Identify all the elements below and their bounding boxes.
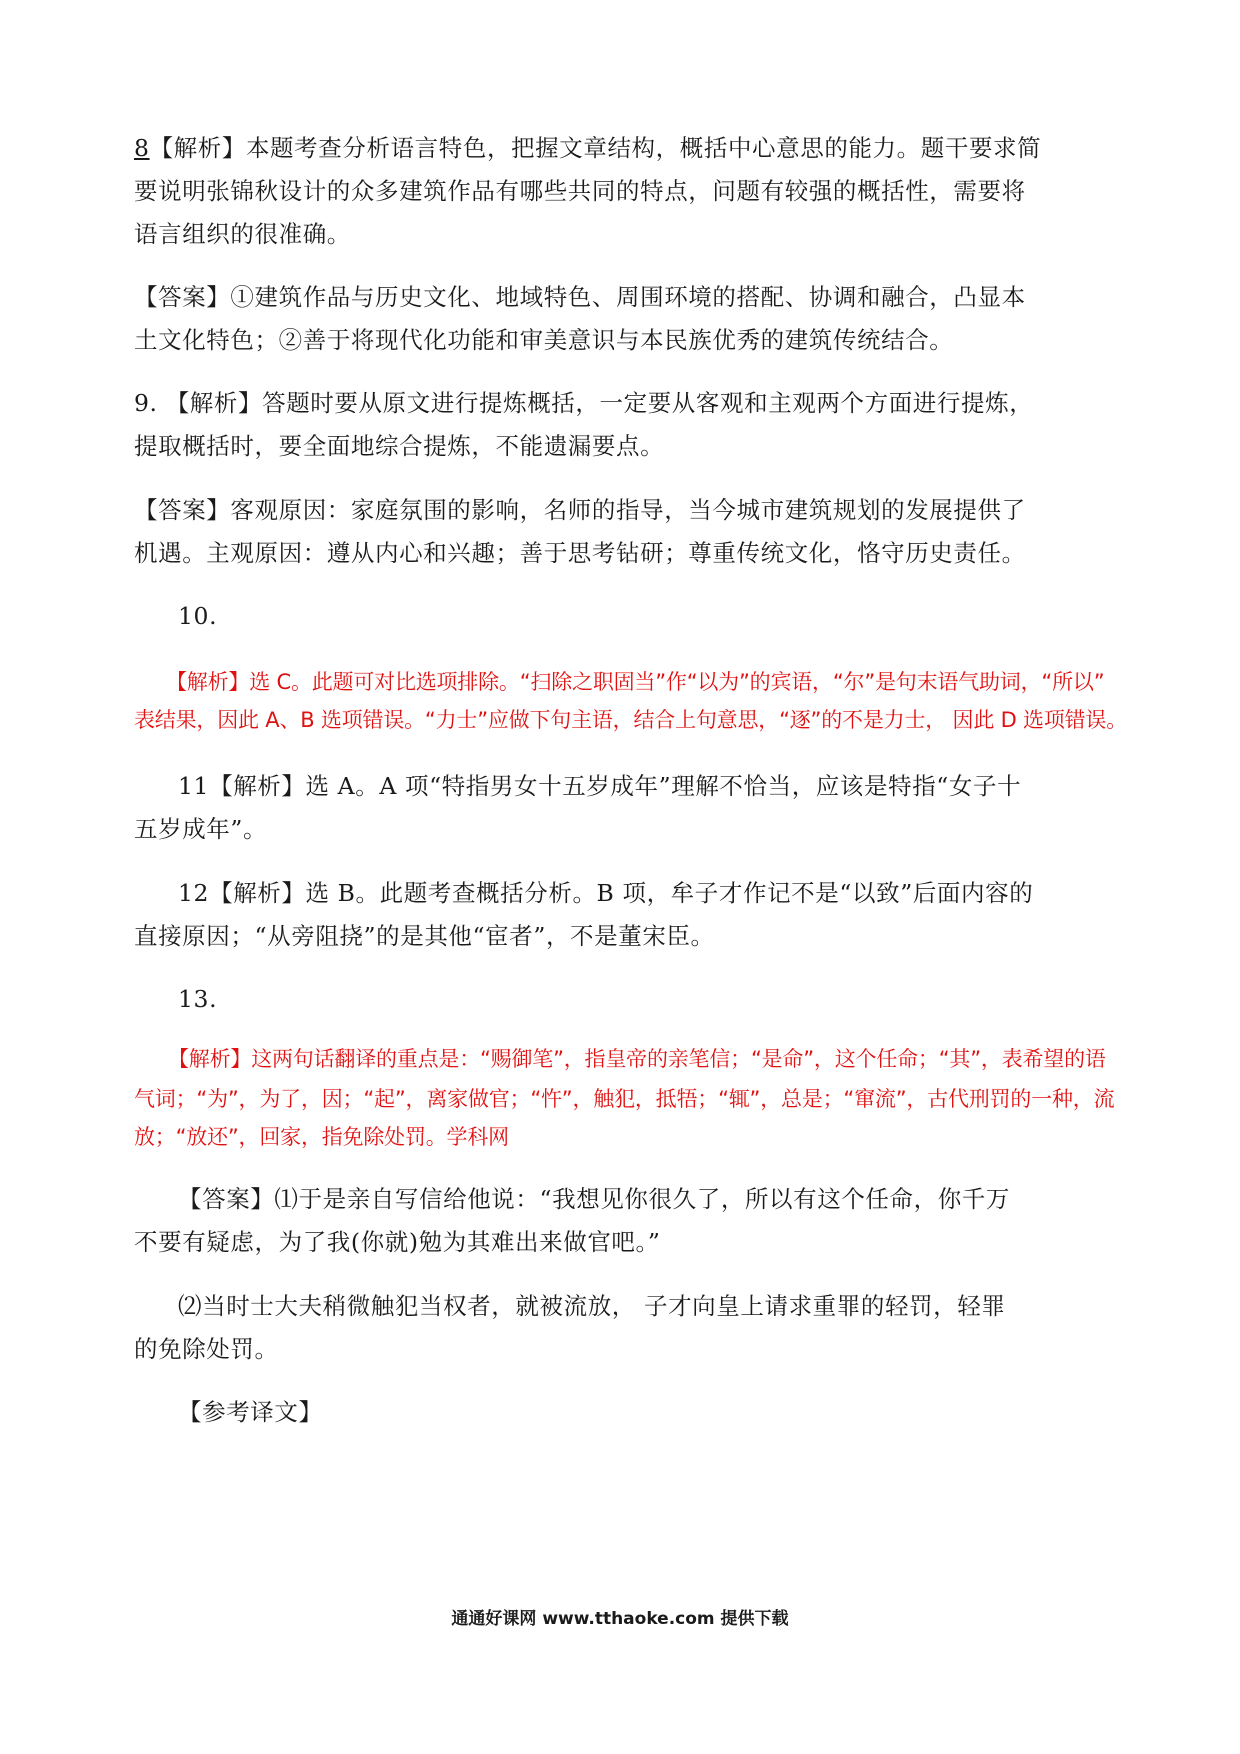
- page-footer: 通通好课网 www.tthaoke.com 提供下载: [451, 1609, 789, 1629]
- q10-analysis-line-1: 【解析】选 C。此题可对比选项排除。“扫除之职固当”作“以为”的宾语，“尔”是句末语气助词，“所以”: [166, 670, 1105, 694]
- q13-analysis-line-3: 放；“放还”，回家，指免除处罚。学科网: [134, 1125, 509, 1149]
- q13-answer-line-4: 的免除处罚。: [134, 1335, 279, 1363]
- q10-analysis-line-2: 表结果，因此 A、B 选项错误。“力士”应做下句主语，结合上句意思，“逐”的不是力士， 因此 D 选项错误。: [134, 708, 1128, 732]
- q8-number: 8: [134, 134, 150, 162]
- q8-analysis-line-1: [134, 132, 1041, 164]
- q8-analysis-line-3: 语言组织的很准确。: [134, 220, 351, 248]
- q9-analysis-line-2: 提取概括时，要全面地综合提炼，不能遗漏要点。: [134, 432, 665, 460]
- q9-answer-line-1: 【答案】客观原因：家庭氛围的影响，名师的指导，当今城市建筑规划的发展提供了: [134, 496, 1026, 524]
- q11-analysis-line-1: 11【解析】选 A。A 项“特指男女十五岁成年”理解不恰当，应该是特指“女子十: [178, 772, 1022, 800]
- q13-answer-line-3: ⑵当时士大夫稍微触犯当权者，就被流放， 子才向皇上请求重罪的轻罚，轻罪: [178, 1292, 1006, 1320]
- q12-analysis-line-2: 直接原因；“从旁阻挠”的是其他“宦者”，不是董宋臣。: [134, 922, 715, 950]
- q8-analysis-line-2: 要说明张锦秋设计的众多建筑作品有哪些共同的特点，问题有较强的概括性，需要将: [134, 177, 1026, 205]
- q13-analysis-line-2: 气词；“为”，为了，因；“起”，离家做官；“忤”，触犯，抵牾；“辄”，总是；“窜流”，古代刑罚的一种，流: [134, 1087, 1115, 1111]
- q13-analysis-line-1: 【解析】这两句话翻译的重点是：“赐御笔”，指皇帝的亲笔信；“是命”，这个任命；“其”，表希望的语: [168, 1047, 1106, 1071]
- q9-answer-line-2: 机遇。主观原因：遵从内心和兴趣；善于思考钻研；尊重传统文化，恪守历史责任。: [134, 539, 1026, 567]
- reference-translation-heading: 【参考译文】: [178, 1398, 323, 1426]
- q11-analysis-line-2: 五岁成年”。: [134, 815, 268, 843]
- q8-answer-line-1: 【答案】①建筑作品与历史文化、地域特色、周围环境的搭配、协调和融合，凸显本: [134, 283, 1026, 311]
- q9-analysis-line-1: 9. 【解析】答题时要从原文进行提炼概括，一定要从客观和主观两个方面进行提炼，: [134, 389, 1034, 417]
- q13-answer-line-2: 不要有疑虑，为了我(你就)勉为其难出来做官吧。”: [134, 1228, 661, 1256]
- q10-number: 10.: [178, 602, 218, 630]
- q8-answer-line-2: 土文化特色；②善于将现代化功能和审美意识与本民族优秀的建筑传统结合。: [134, 326, 954, 354]
- q13-answer-line-1: 【答案】⑴于是亲自写信给他说：“我想见你很久了，所以有这个任命，你千万: [178, 1185, 1011, 1213]
- q13-number: 13.: [178, 985, 218, 1013]
- q8-analysis-text-1: 【解析】本题考查分析语言特色，把握文章结构，概括中心意思的能力。题干要求简: [149, 134, 1042, 162]
- q12-analysis-line-1: 12【解析】选 B。此题考查概括分析。B 项，牟子才作记不是“以致”后面内容的: [178, 879, 1034, 907]
